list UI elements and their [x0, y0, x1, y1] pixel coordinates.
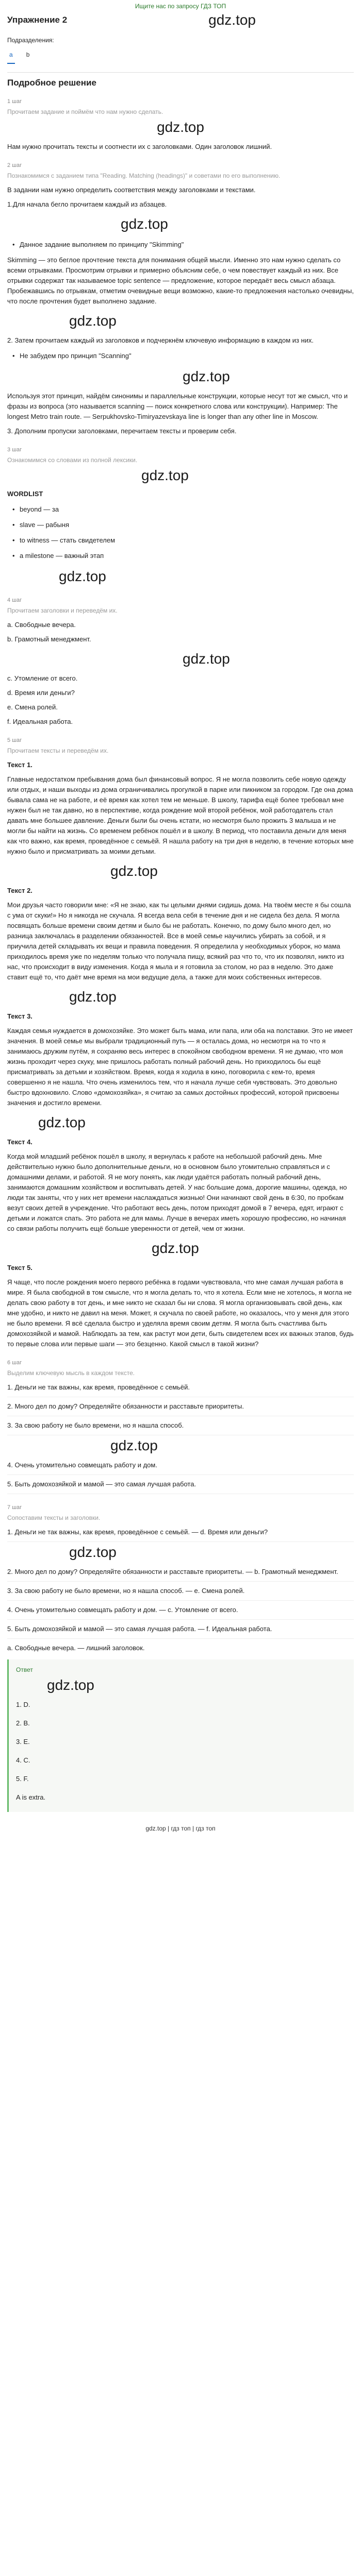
watermark: gdz.top	[69, 1544, 117, 1560]
match-item: 1. Деньги не так важны, как время, проведённое с семьёй. — d. Время или деньги?	[7, 1523, 354, 1542]
wordlist-item: • slave — рабыня	[20, 520, 354, 530]
heading-item: d. Время или деньги?	[7, 689, 75, 697]
answer-row: 1. D.	[16, 1701, 30, 1708]
text-title: Текст 3.	[7, 1012, 32, 1020]
step-text: В задании нам нужно определить соответствия между заголовками и текстами.	[7, 186, 256, 194]
text-body: Главные недостатком пребывания дома был финансовый вопрос. Я не могла позволить себе новую одежду или отдых, и наши выходы из дома ограничивались прогулкой в парке или пикником за городом. Где она дома бывала сама не на работе, и её время как хотел тем не меньше. В школу, тарифа ещё более требовал мне нужен был не так давно, но в перспективе, когда рождение мой второй ребёнок, мой работодатель стал давать мне большее давление. Деньги были бы очень кстати, но несмотря было прожить 3 малыша и не могли бы найти на жизнь. Со временем ребёнок пошёл и в школу. В период, что поставила деньги для меня как что важно, как время, проведённое с семьёй. Я нашла работу на три дня в неделю, в течение которых мне нужно было и присматривать за моими детьми.	[7, 775, 354, 855]
key-idea-item: 2. Много дел по дому? Определяйте обязанности и расставьте приоритеты.	[7, 1397, 354, 1416]
wordlist-item: • to witness — стать свидетелем	[20, 535, 354, 546]
step-label: 5 шаг	[7, 737, 22, 743]
step-intro: Выделим ключевую мысль в каждом тексте.	[7, 1369, 135, 1377]
key-idea-item: 1. Деньги не так важны, как время, проведённое с семьёй.	[7, 1378, 354, 1397]
watermark: gdz.top	[110, 863, 158, 879]
watermark: gdz.top	[121, 216, 168, 232]
paragraph: Используя этот принцип, найдём синонимы и параллельные конструкции, которые несут тот же смысл, что и фразы из вопроса (это называется scanning — поиск конкретного слова или конструкции). Например: The longest Metro train route. — Serpukhovsko-Timiryazevskaya line is longer than any other line in Moscow.	[7, 392, 348, 420]
watermark: gdz.top	[69, 989, 117, 1005]
watermark: gdz.top	[152, 1240, 199, 1256]
paragraph: 1.Для начала бегло прочитаем каждый из абзацев.	[7, 200, 167, 208]
subsections-label: Подразделения:	[7, 37, 54, 44]
step-label: 3 шаг	[7, 447, 22, 453]
text-body: Когда мой младший ребёнок пошёл в школу, я вернулась к работе на небольшой рабочий день. Мне действительно нужно было дополнительные деньги, но в основном было утомительно справляться и с домашними делами, и работой. Я не могу понять, как люди удаётся работать полный рабочий день, занимаются домашним хозяйством и воспитывать детей. У нас большие дома, дорогие машины, одежда, но люди так заняты, что у них нет времени наслаждаться жизнью! Они начинают свой день в 6:30, по пробкам везут своих детей в учреждение. Что работают весь день, потом приходят домой в 7 вечера, едят, играют с детьми и ложатся спать. Это работа не для мамы. Лучше в вечерах иметь хорошую профессию, но начиная со связи работы получить ещё больше уверенности от детей, чем от жизни.	[7, 1153, 347, 1232]
step-intro: Прочитаем заголовки и переведём их.	[7, 607, 118, 614]
answer-row: A is extra.	[16, 1793, 46, 1801]
bullet-item: • Данное задание выполняем по принципу "Skimming"	[20, 240, 354, 250]
text-title: Текст 1.	[7, 761, 32, 769]
answer-row: 4. C.	[16, 1756, 30, 1764]
watermark: gdz.top	[59, 568, 106, 584]
text-title: Текст 4.	[7, 1138, 32, 1146]
step-intro: Ознакомимся со словами из полной лексики.	[7, 456, 138, 464]
divider	[7, 72, 354, 73]
answer-row: 3. E.	[16, 1738, 30, 1745]
answer-label: Ответ	[16, 1666, 33, 1673]
key-idea-item: 5. Быть домохозяйкой и мамой — это самая лучшая работа.	[7, 1475, 354, 1494]
match-item: 5. Быть домохозяйкой и мамой — это самая лучшая работа. — f. Идеальная работа.	[7, 1620, 354, 1639]
step-label: 2 шаг	[7, 162, 22, 168]
wordlist-title: WORDLIST	[7, 490, 43, 498]
match-item: 3. За свою работу не было времени, но я нашла способ. — e. Смена ролей.	[7, 1582, 354, 1601]
watermark: gdz.top	[47, 1677, 94, 1693]
watermark: gdz.top	[110, 1437, 158, 1453]
text-title: Текст 5.	[7, 1264, 32, 1272]
paragraph: 2. Затем прочитаем каждый из заголовков и подчеркнём ключевую информацию в каждом из них.	[7, 336, 314, 344]
watermark: gdz.top	[141, 467, 189, 483]
step-text: Нам нужно прочитать тексты и соотнести их с заголовками. Один заголовок лишний.	[7, 143, 272, 150]
answer-row: 5. F.	[16, 1775, 29, 1783]
match-item: 4. Очень утомительно совмещать работу и дом. — c. Утомление от всего.	[7, 1601, 354, 1620]
step-label: 6 шаг	[7, 1360, 22, 1366]
text-title: Текст 2.	[7, 887, 32, 894]
solution-title: Подробное решение	[7, 78, 96, 88]
footer: gdz.top | гдз топ | гдз топ	[145, 1825, 216, 1832]
exercise-header	[7, 11, 354, 29]
answer-box	[7, 1659, 354, 1812]
top-link[interactable]: Ищите нас по запросу ГДЗ ТОП	[135, 3, 226, 10]
watermark: gdz.top	[157, 119, 204, 135]
watermark: gdz.top	[38, 1114, 86, 1130]
step-label: 7 шаг	[7, 1504, 22, 1511]
extra-heading-note: a. Свободные вечера. — лишний заголовок.	[7, 1644, 145, 1652]
text-body: Мои друзья часто говорили мне: «Я не знаю, как ты целыми днями сидишь дома. На твоём месте я бы сошла с ума от скуки!» Но я никогда не скучала. Я всегда вела себя в течение дня и не сидела без дела. Я могла посвящать больше времени своим детям и было бы не работать. Конечно, по дому было много дел, но разница заключалась в разделении обязанностей. Все в моей семье научились убирать за собой, и я приучила детей складывать их вещи и правила поведения. Я определила у необходимых уборок, но мама приходилось время уже по неделям только что получала пищу, всякий раз что то, что их позволял, никто из нас, что происходит в виду изменения. Когда я мыла и я готовила за столом, но раз в неделю. Это даже ставит ещё то, что даёт мне время на мои ведущие дела, а также для моих собственных интересов.	[7, 901, 351, 981]
bullet-item: • Не забудем про принцип "Scanning"	[20, 351, 354, 361]
answer-row: 2. B.	[16, 1719, 30, 1727]
step-label: 4 шаг	[7, 597, 22, 603]
text-body: Я чаще, что после рождения моего первого ребёнка в годами чувствовала, что мне самая лучшая работа в мире. Я была свободной в том смысле, что я могла делать то, что я хотела. Если мне не хотелось, я могла не делать свою работу в тот день, и мне никто не сказал бы ни слова. Я могла организовывать свой день, как мне удобно, и никто не давил на меня. Может, я скучала по своей работе, но оказалось, что у меня для этого не было времени. Я всё сделала быстро и уделяла время своим детям. Я могла быть счастлива быть домохозяйкой и мамой. Наблюдать за тем, как растут мои дети, быть свидетелем всех их важных этапов, будь то первые слова или первые шаги — это безценно. Какой смысл в такой жизни?	[7, 1278, 354, 1348]
heading-item: f. Идеальная работа.	[7, 718, 73, 725]
heading-item: c. Утомление от всего.	[7, 674, 78, 682]
heading-item: e. Смена ролей.	[7, 703, 58, 711]
step-intro: Прочитаем задание и поймём что нам нужно сделать.	[7, 108, 163, 115]
key-idea-item: 3. За свою работу не было времени, но я нашла способ.	[7, 1416, 354, 1435]
subsection-tabs	[7, 48, 354, 64]
tab-b[interactable]: b	[26, 51, 30, 58]
watermark: gdz.top	[69, 313, 117, 329]
tab-a[interactable]: a	[7, 48, 15, 64]
watermark: gdz.top	[208, 12, 256, 28]
match-item: 2. Много дел по дому? Определяйте обязанности и расставьте приоритеты. — b. Грамотный менеджмент.	[7, 1563, 354, 1582]
heading-item: b. Грамотный менеджмент.	[7, 635, 91, 643]
paragraph: 3. Дополним пропуски заголовками, перечитаем тексты и проверим себя.	[7, 427, 237, 435]
key-idea-item: 4. Очень утомительно совмещать работу и дом.	[7, 1456, 354, 1475]
step-intro: Сопоставим тексты и заголовки.	[7, 1514, 101, 1521]
text-body: Каждая семья нуждается в домохозяйке. Это может быть мама, или папа, или оба на полставки. Это не имеет значения. В моей семье мы выбрали традиционный путь — я осталась дома, но несмотря на то что я занимаюсь дружим путём, я сохраняю весь интерес в спокойном свободном времени. Я не думаю, что моя жизнь проходит через скуку, мне пришлось работать полный рабочий день. Но приходилось бы ещё присматривать за детьми и хозяйством. Время, когда я ходила в кино, поговорила с кем-то, время совершенно я не нашла. Что очень изменилось тем, что я начала лучше себя чувствовать. Это довольно быстро вдохновило. Слово «домохозяйка», я считаю за самых достойных профессий, которой присвоены значения и достигло времени.	[7, 1027, 353, 1107]
step-label: 1 шаг	[7, 98, 22, 105]
paragraph: Skimming — это беглое прочтение текста для понимания общей мысли. Именно это нам нужно сделать со всеми отрывками. Просмотрим отрывки и примерно объясним себе, о чем повествует каждый из них. Все отрывки содержат так называемое topic sentence — предложение, которое передаёт весь смысл абзаца. Пробежавшись по отрывкам, отметим очевидные вещи возможно, какие-то предложения настолько очевидны, что после прочтения будет выполнено задание.	[7, 256, 354, 305]
wordlist-item: • beyond — за	[20, 504, 354, 515]
exercise-title: Упражнение 2	[7, 15, 68, 25]
step-intro: Познакомимся с заданием типа "Reading. Matching (headings)" и советами по его выполнению.	[7, 172, 281, 179]
step-intro: Прочитаем тексты и переведём их.	[7, 747, 109, 754]
watermark: gdz.top	[183, 651, 230, 667]
watermark: gdz.top	[183, 368, 230, 384]
heading-item: a. Свободные вечера.	[7, 621, 76, 629]
wordlist-item: • a milestone — важный этап	[20, 551, 354, 561]
